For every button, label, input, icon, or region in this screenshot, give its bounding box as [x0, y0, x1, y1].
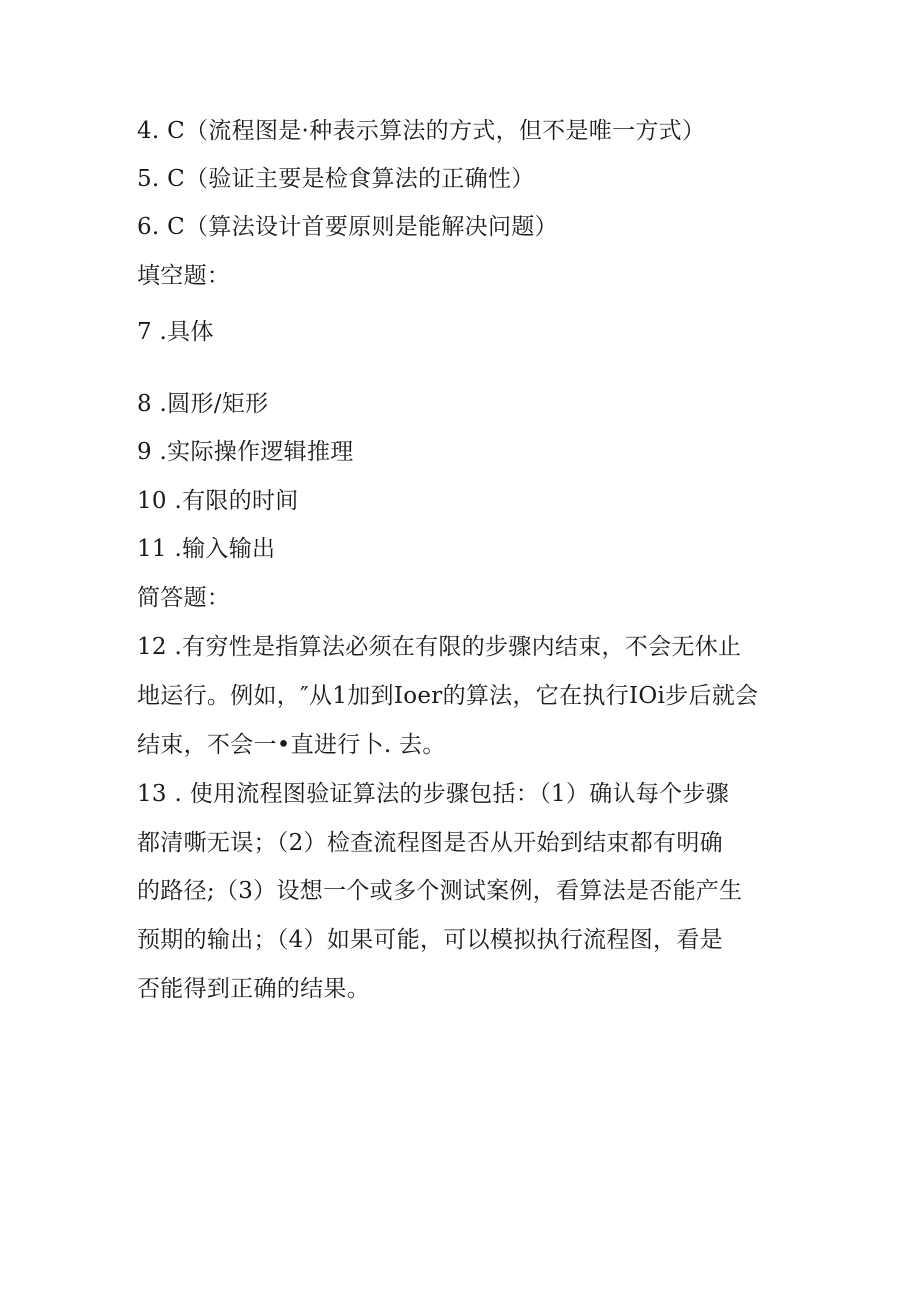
answer-12-line-1: 12 .有穷性是指算法必须在有限的步骤内结束，不会无休止 — [137, 634, 742, 660]
answer-6: 6. C（算法设计首要原则是能解决问题） — [137, 214, 558, 240]
answer-7: 7 .具体 — [137, 319, 214, 345]
answer-12-line-3: 结束，不会一•直进行卜. 去。 — [137, 732, 446, 758]
answer-13-line-3: 的路径;（3）设想一个或多个测试案例，看算法是否能产生 — [137, 878, 743, 904]
answer-13-line-4: 预期的输出；（4）如果可能，可以模拟执行流程图，看是 — [137, 927, 723, 953]
answer-10: 10 .有限的时间 — [137, 488, 299, 514]
answer-12-line-2: 地运行。例如，″从1加到Ioer的算法，它在执行IOi步后就会 — [137, 683, 759, 709]
answer-8: 8 .圆形/矩形 — [137, 391, 269, 417]
answer-9: 9 .实际操作逻辑推理 — [137, 439, 354, 465]
answer-13-line-1: 13 . 使用流程图验证算法的步骤包括：（1）确认每个步骤 — [137, 781, 730, 807]
answer-4: 4. C（流程图是·种表示算法的方式，但不是唯一方式） — [137, 118, 706, 144]
answer-11: 11 .输入输出 — [137, 536, 276, 562]
answer-13-line-2: 都清嘶无误；（2）检查流程图是否从开始到结束都有明确 — [137, 830, 723, 856]
fill-in-heading: 填空题： — [137, 263, 231, 289]
answer-5: 5. C（验证主要是检食算法的正确性） — [137, 166, 535, 192]
short-answer-heading: 简答题： — [137, 585, 231, 611]
answer-13-line-5: 否能得到正确的结果。 — [137, 976, 370, 1002]
